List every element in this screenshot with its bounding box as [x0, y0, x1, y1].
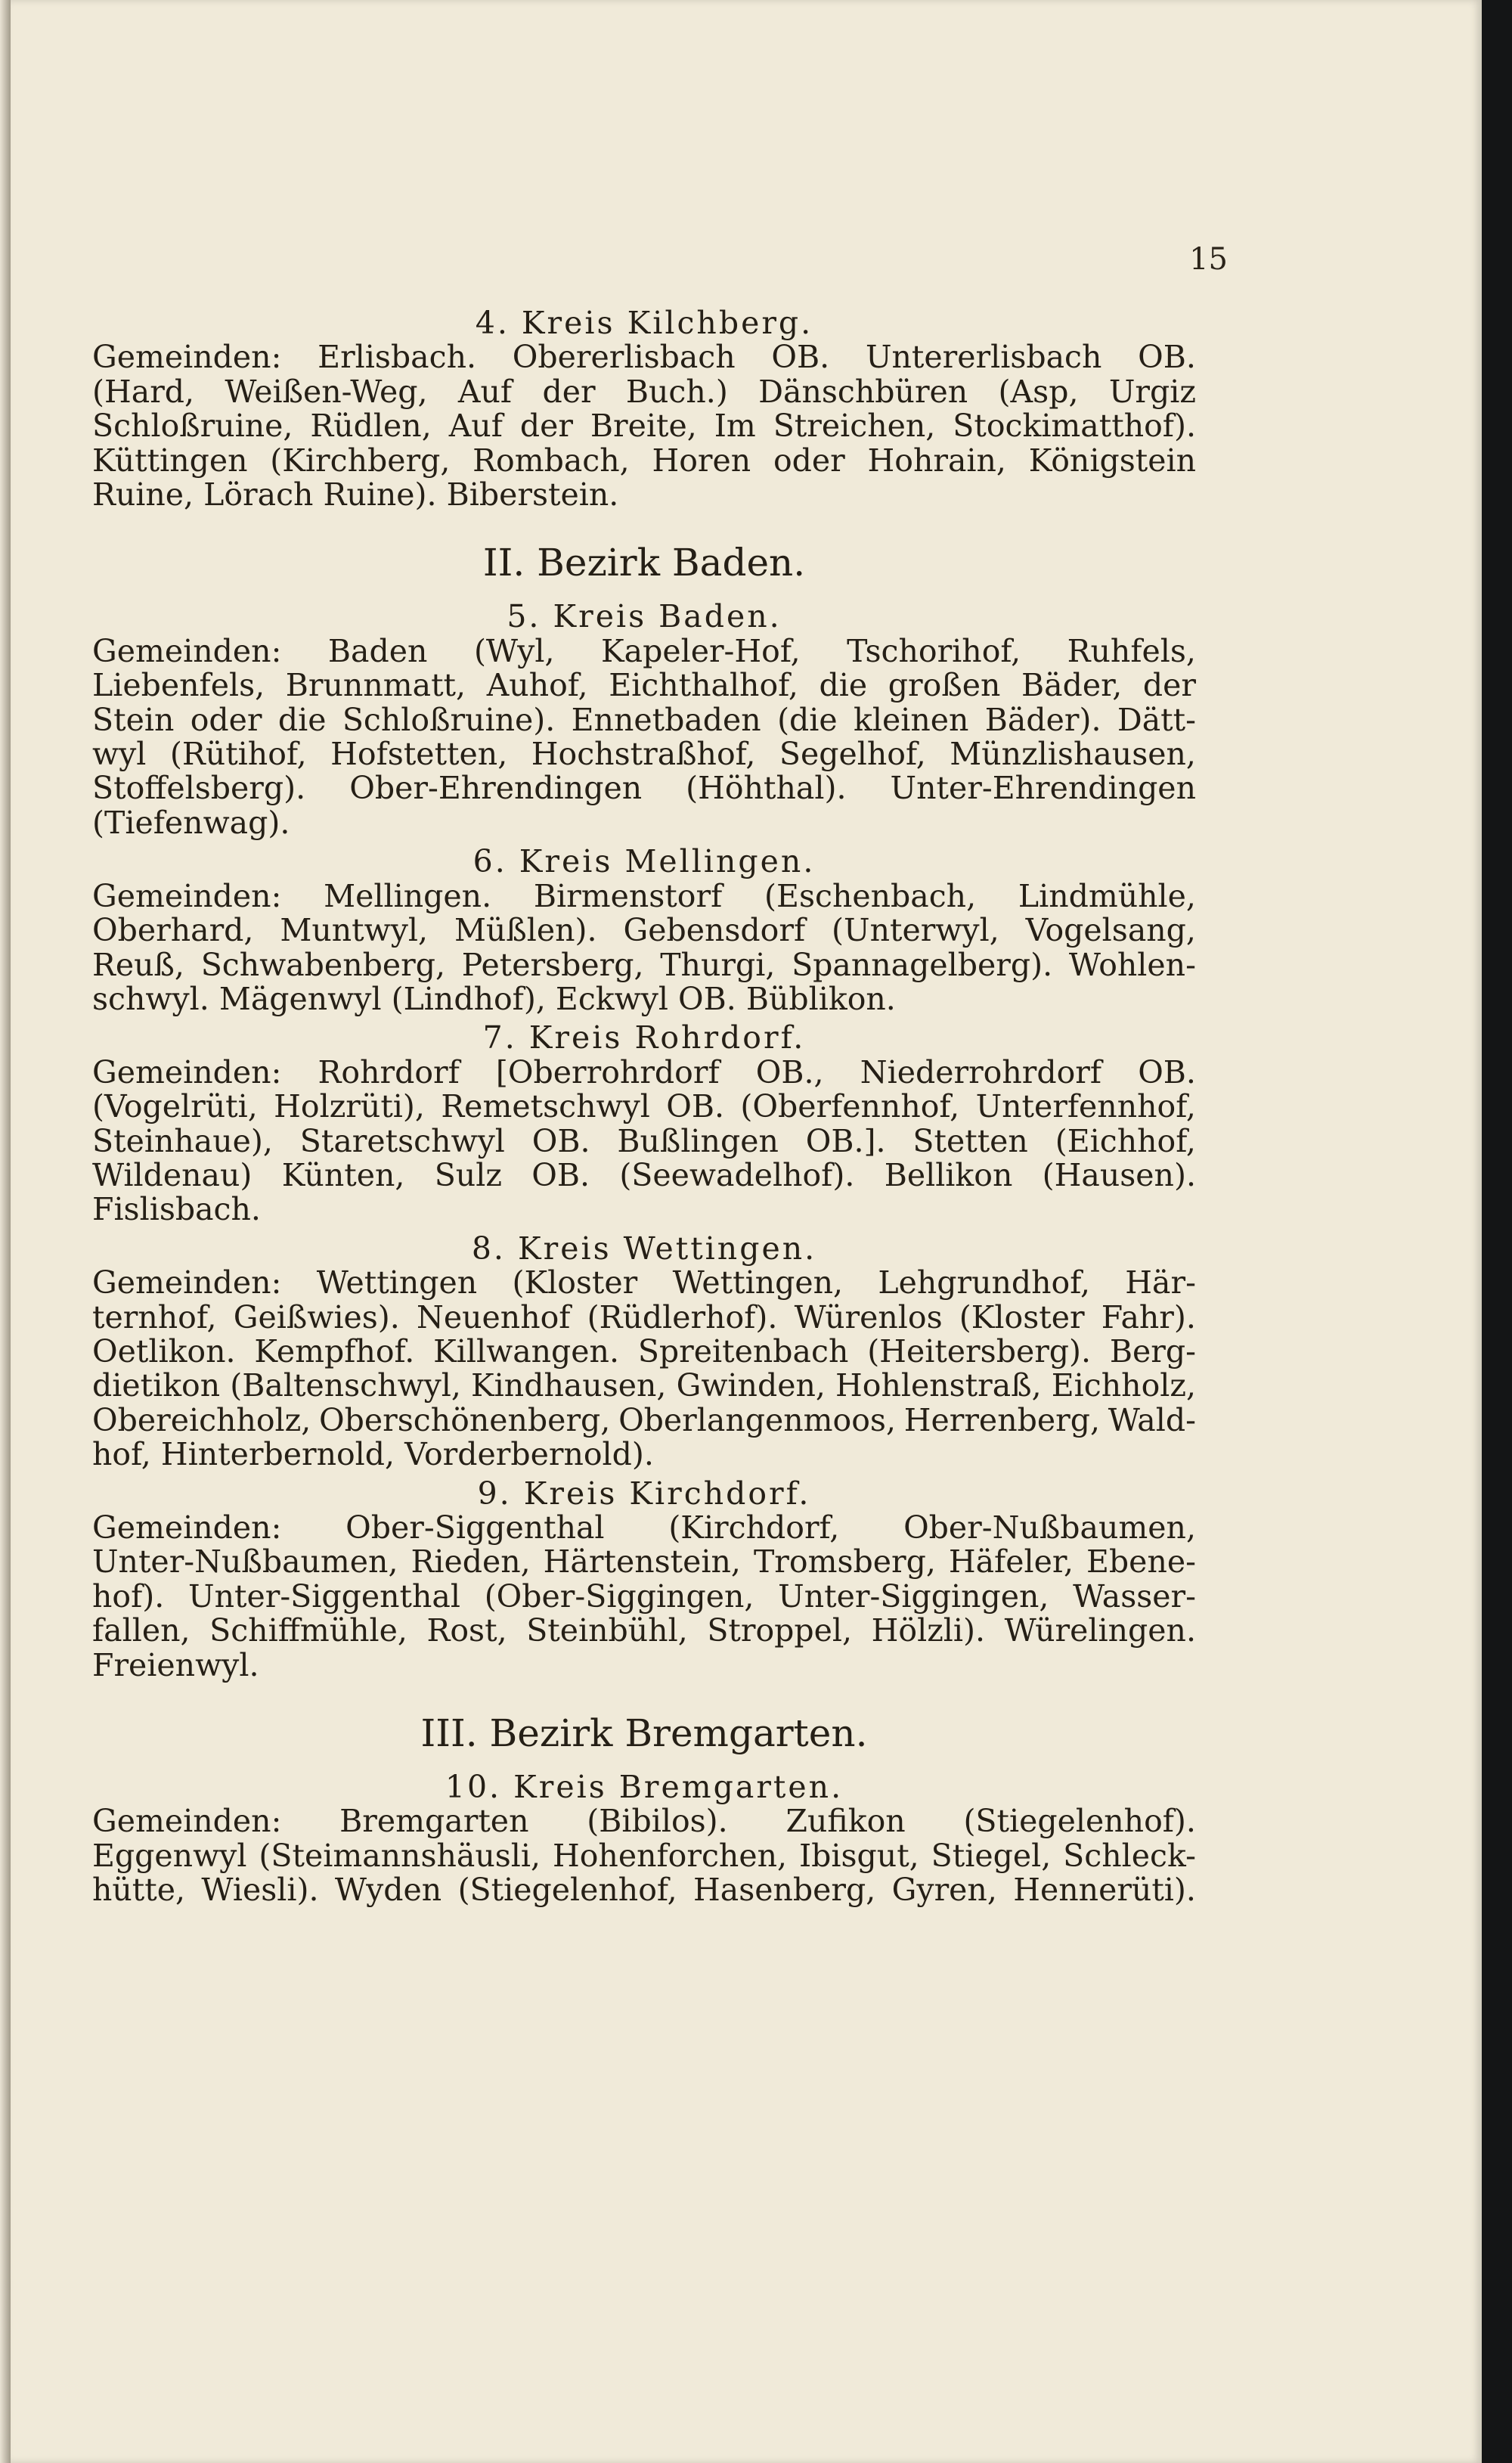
text-line: Gemeinden: Ober-Siggenthal (Kirchdorf, Ober-Nußbaumen,	[92, 1509, 1196, 1546]
text-line: (Tiefenwag).	[92, 804, 290, 841]
text-line: Küttingen (Kirchberg, Rombach, Horen oder Hohrain, Königstein	[92, 442, 1196, 479]
text-line: Wildenau) Künten, Sulz OB. (Seewadelhof). Bellikon (Hausen).	[92, 1156, 1196, 1193]
text-line: Fislisbach.	[92, 1191, 261, 1228]
text-line: Ruine, Lörach Ruine). Biberstein.	[92, 476, 619, 513]
text-line: Gemeinden: Rohrdorf [Oberrohrdorf OB., Niederrohrdorf OB.	[92, 1053, 1196, 1090]
text-line: Reuß, Schwabenberg, Petersberg, Thurgi, Spannagelberg). Wohlen-	[92, 946, 1196, 983]
bezirk-heading: III. Bezirk Bremgarten.	[420, 1711, 868, 1756]
text-line: Obereichholz, Oberschönenberg, Oberlangenmoos, Herrenberg, Wald-	[92, 1401, 1196, 1438]
scan-background	[1482, 0, 1512, 2463]
text-line: Stoffelsberg). Ober-Ehrendingen (Höhthal). Unter-Ehrendingen	[92, 770, 1196, 807]
text-line: schwyl. Mägenwyl (Lindhof), Eckwyl OB. Büblikon.	[92, 980, 896, 1017]
text-line: Gemeinden: Wettingen (Kloster Wettingen, Lehgrundhof, Här-	[92, 1264, 1196, 1301]
text-line: dietikon (Baltenschwyl, Kindhausen, Gwinden, Hohlenstraß, Eichholz,	[92, 1367, 1196, 1404]
text-line: Schloßruine, Rüdlen, Auf der Breite, Im Streichen, Stockimatthof).	[92, 408, 1196, 445]
text-line: Eggenwyl (Steimannshäusli, Hohenforchen, Ibisgut, Stiegel, Schleck-	[92, 1837, 1196, 1874]
kreis-heading: 6. Kreis Mellingen.	[472, 843, 816, 880]
kreis-heading: 9. Kreis Kirchdorf.	[477, 1475, 811, 1512]
text-line: Freienwyl.	[92, 1646, 259, 1683]
text-line: wyl (Rütihof, Hofstetten, Hochstraßhof, Segelhof, Münzlishausen,	[92, 736, 1196, 773]
kreis-heading: 10. Kreis Bremgarten.	[445, 1769, 844, 1806]
kreis-heading: 7. Kreis Rohrdorf.	[482, 1019, 806, 1056]
text-line: hof). Unter-Siggenthal (Ober-Siggingen, Unter-Siggingen, Wasser-	[92, 1577, 1196, 1615]
text-line: Stein oder die Schloßruine). Ennetbaden (die kleinen Bäder). Dätt-	[92, 701, 1196, 738]
text-line: (Hard, Weißen-Weg, Auf der Buch.) Dänschbüren (Asp, Urgiz	[92, 373, 1196, 410]
book-page	[11, 0, 1482, 2463]
text-line: Steinhaue), Staretschwyl OB. Bußlingen OB.]. Stetten (Eichhof,	[92, 1122, 1196, 1159]
kreis-heading: 8. Kreis Wettingen.	[471, 1230, 817, 1267]
text-line: ternhof, Geißwies). Neuenhof (Rüdlerhof). Würenlos (Kloster Fahr).	[92, 1298, 1196, 1335]
text-line: Gemeinden: Mellingen. Birmenstorf (Eschenbach, Lindmühle,	[92, 877, 1196, 914]
bezirk-heading: II. Bezirk Baden.	[482, 541, 806, 585]
left-page-edge	[0, 0, 11, 2463]
text-line: Oberhard, Muntwyl, Müßlen). Gebensdorf (Unterwyl, Vogelsang,	[92, 912, 1196, 949]
text-line: Liebenfels, Brunnmatt, Auhof, Eichthalhof, die großen Bäder, der	[92, 667, 1196, 704]
text-line: Gemeinden: Baden (Wyl, Kapeler-Hof, Tschorihof, Ruhfels,	[92, 632, 1196, 669]
page-number: 15	[1189, 242, 1228, 277]
text-line: (Vogelrüti, Holzrüti), Remetschwyl OB. (Oberfennhof, Unterfennhof,	[92, 1088, 1196, 1125]
kreis-heading: 4. Kreis Kilchberg.	[475, 305, 813, 341]
kreis-heading: 5. Kreis Baden.	[507, 598, 782, 635]
text-line: hof, Hinterbernold, Vorderbernold).	[92, 1436, 654, 1473]
text-line: Oetlikon. Kempfhof. Killwangen. Spreitenbach (Heitersberg). Berg-	[92, 1332, 1196, 1370]
text-block	[92, 306, 1196, 1908]
text-line: Gemeinden: Bremgarten (Bibilos). Zufikon (Stiegelenhof).	[92, 1803, 1196, 1840]
text-line: hütte, Wiesli). Wyden (Stiegelenhof, Hasenberg, Gyren, Hennerüti).	[92, 1872, 1196, 1909]
text-line: Unter-Nußbaumen, Rieden, Härtenstein, Tromsberg, Häfeler, Ebene-	[92, 1543, 1196, 1580]
text-line: fallen, Schiffmühle, Rost, Steinbühl, Stroppel, Hölzli). Würelingen.	[92, 1612, 1196, 1649]
text-line: Gemeinden: Erlisbach. Obererlisbach OB. Untererlisbach OB.	[92, 339, 1196, 376]
